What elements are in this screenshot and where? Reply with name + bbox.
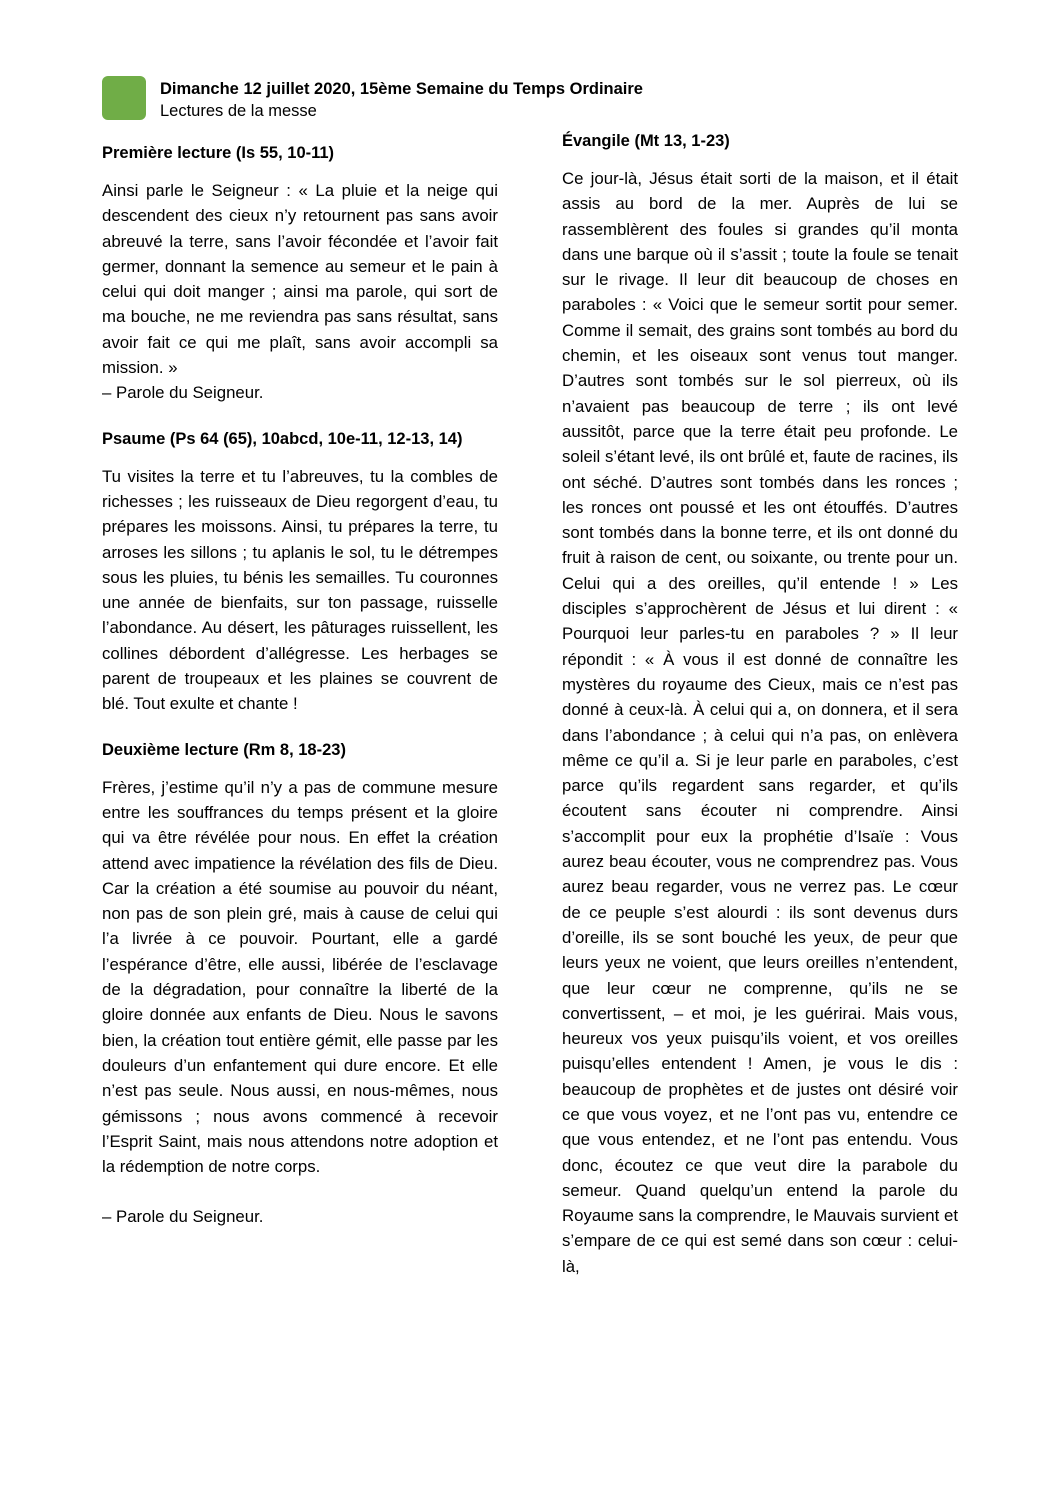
gospel-text: Ce jour-là, Jésus était sorti de la maison, et il était assis au bord de la mer. Auprès de lui se rassemblèrent des foules si grandes qu’il monta dans une barque où il s’assit ; toute la foule se tenait sur le rivage. Il leur dit beaucoup de choses en paraboles : « Voici que le semeur sortit pour semer. Comme il semait, des grains sont tombés au bord du chemin, et les oiseaux sont venus tout manger. D’autres sont tombés sur le sol pierreux, où ils n’avaient pas beaucoup de terre ; ils ont levé aussitôt, parce que la terre était peu profonde. Le soleil s’étant levé, ils ont brûlé et, faute de racines, ils ont séché. D’autres sont tombés dans les ronces ; les ronces ont poussé et les ont étouffés. D’autres sont tombés dans la bonne terre, et ils ont donné du fruit à raison de cent, ou soixante, ou trente pour un. Celui qui a des oreilles, qu’il entende ! » Les disciples s’approchèrent de Jésus et lui dirent : « Pourquoi leur parles-tu en paraboles ? » Il leur répondit : « À vous il est donné de connaître les mystères du royaume des Cieux, mais ce n’est pas donné à ceux-là. À celui qui a, on donnera, et il sera dans l’abondance ; à celui qui n’a pas, on enlèvera même ce qu’il a. Si je leur parle en paraboles, c’est parce qu’ils regardent sans regarder, et qu’ils écoutent sans écouter ni comprendre. Ainsi s’accomplit pour eux la prophétie d’Isaïe : Vous aurez beau écouter, vous ne comprendrez pas. Vous aurez beau regarder, vous ne verrez pas. Le cœur de ce peuple s’est alourdi : ils sont devenus durs d’oreille, ils se sont bouché les yeux, de peur que leurs yeux ne voient, que leurs oreilles n’entendent, que leur cœur ne comprenne, qu’ils ne se convertissent, – et moi, je les guérirai. Mais vous, heureux vos yeux puisqu’ils voient, et vos oreilles puisqu’elles entendent ! Amen, je vous le dis : beaucoup de prophètes et de justes ont désiré voir ce que vous voyez, et ne l’ont pas vu, entendre ce que vous entendez, et ne l’ont pas entendu. Vous donc, écoutez ce que veut dire la parabole du semeur. Quand quelqu’un entend la parole du Royaume sans la comprendre, le Mauvais survient et s’empare de ce qui est semé dans son cœur : celui-là, — [562, 169, 958, 1276]
psalm-text: Tu visites la terre et tu l’abreuves, tu la combles de richesses ; les ruisseaux de Dieu regorgent d’eau, tu prépares les moissons. Ainsi, tu prépares la terre, tu arroses les sillons ; tu aplanis le sol, tu le détrempes sous les pluies, tu bénis les semailles. Tu couronnes une année de bienfaits, sur ton passage, ruisselle l’abondance. Au désert, les pâturages ruissellent, les collines débordent d’allégresse. Les herbages se parent de troupeaux et les plaines se couvrent de blé. Tout exulte et chante ! — [102, 466, 498, 714]
left-column — [102, 140, 498, 1250]
psalm-heading: Psaume (Ps 64 (65), 10abcd, 10e-11, 12-13, 14) — [102, 429, 463, 448]
page-header — [160, 78, 980, 122]
gospel — [562, 128, 958, 1279]
green-square-icon — [102, 76, 146, 120]
page-subtitle: Lectures de la messe — [160, 102, 317, 120]
second-reading-closing: – Parole du Seigneur. — [102, 1207, 264, 1227]
right-column — [562, 128, 958, 1299]
page-title: Dimanche 12 juillet 2020, 15ème Semaine du Temps Ordinaire — [160, 80, 643, 98]
second-reading-heading: Deuxième lecture (Rm 8, 18-23) — [102, 740, 346, 759]
psalm — [102, 426, 498, 717]
second-reading — [102, 737, 498, 1230]
first-reading-text: Ainsi parle le Seigneur : « La pluie et la neige qui descendent des cieux n’y retournent pas sans avoir abreuvé la terre, sans l’avoir fécondée et l’avoir fait germer, donnant la semence au semeur et le pain à celui qui doit manger ; ainsi ma parole, qui sort de ma bouche, ne me reviendra pas sans résultat, sans avoir fait ce qui me plaît, sans avoir accompli sa mission. » — [102, 181, 498, 378]
first-reading — [102, 140, 498, 406]
first-reading-heading: Première lecture (Is 55, 10-11) — [102, 144, 335, 162]
second-reading-text: Frères, j’estime qu’il n’y a pas de commune mesure entre les souffrances du temps présent et la gloire qui va être révélée pour nous. En effet la création attend avec impatience la révélation des fils de Dieu. Car la création a été soumise au pouvoir du néant, non pas de son plein gré, mais à cause de celui qui l’a livrée à ce pouvoir. Pourtant, elle a gardé l’espérance d’être, elle aussi, libérée de l’esclavage de la dégradation, pour connaître la liberté de la gloire donnée aux enfants de Dieu. Nous le savons bien, la création tout entière gémit, elle passe par les douleurs d’un enfantement qui dure encore. Et elle n’est pas seule. Nous aussi, en nous-mêmes, nous gémissons ; nous avons commencé à recevoir l’Esprit Saint, mais nous attendons notre adoption et la rédemption de notre corps. — [102, 777, 498, 1177]
first-reading-closing: – Parole du Seigneur. — [102, 383, 264, 403]
gospel-heading: Évangile (Mt 13, 1-23) — [562, 132, 730, 150]
